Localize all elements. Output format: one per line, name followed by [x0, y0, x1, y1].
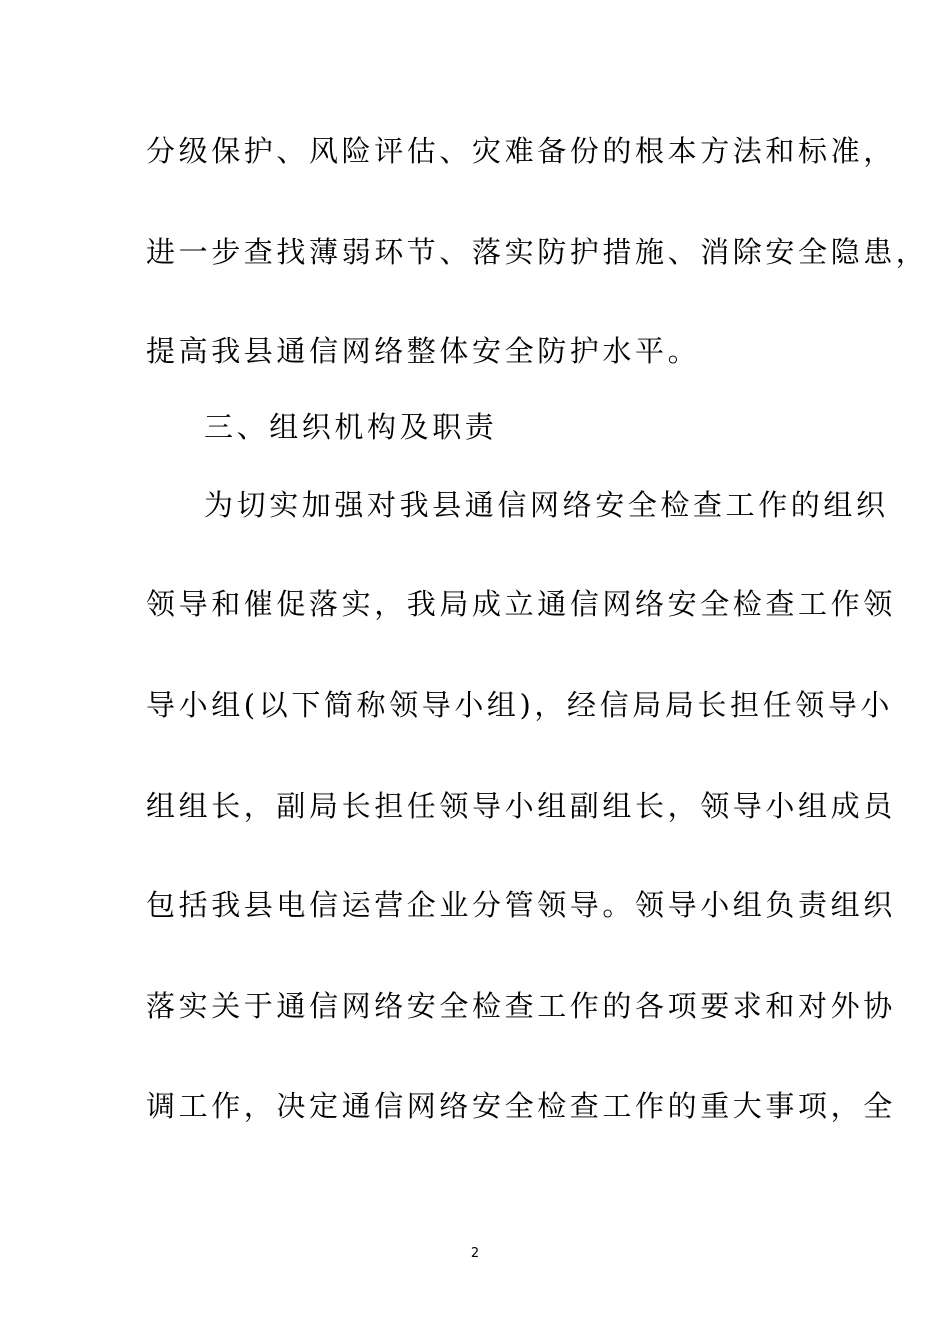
paragraph-line: 落实关于通信网络安全检查工作的各项要求和对外协 — [146, 989, 896, 1023]
paragraph-line: 导小组(以下简称领导小组)，经信局局长担任领导小 — [146, 688, 894, 722]
paragraph-line: 组组长，副局长担任领导小组副组长，领导小组成员 — [146, 789, 896, 823]
paragraph-line: 调工作，决定通信网络安全检查工作的重大事项，全 — [146, 1089, 896, 1123]
body-text-line: 提高我县通信网络整体安全防护水平。 — [146, 334, 701, 368]
paragraph-line: 为切实加强对我县通信网络安全检查工作的组织 — [204, 488, 889, 522]
body-text-line: 分级保护、风险评估、灾难备份的根本方法和标准， — [146, 134, 896, 168]
page-number: 2 — [470, 1246, 480, 1261]
paragraph-line: 领导和催促落实，我局成立通信网络安全检查工作领 — [146, 587, 896, 621]
body-text-line: 进一步查找薄弱环节、落实防护措施、消除安全隐患， — [146, 235, 929, 269]
paragraph-line: 包括我县电信运营企业分管领导。领导小组负责组织 — [146, 888, 896, 922]
section-heading: 三、组织机构及职责 — [204, 410, 498, 444]
